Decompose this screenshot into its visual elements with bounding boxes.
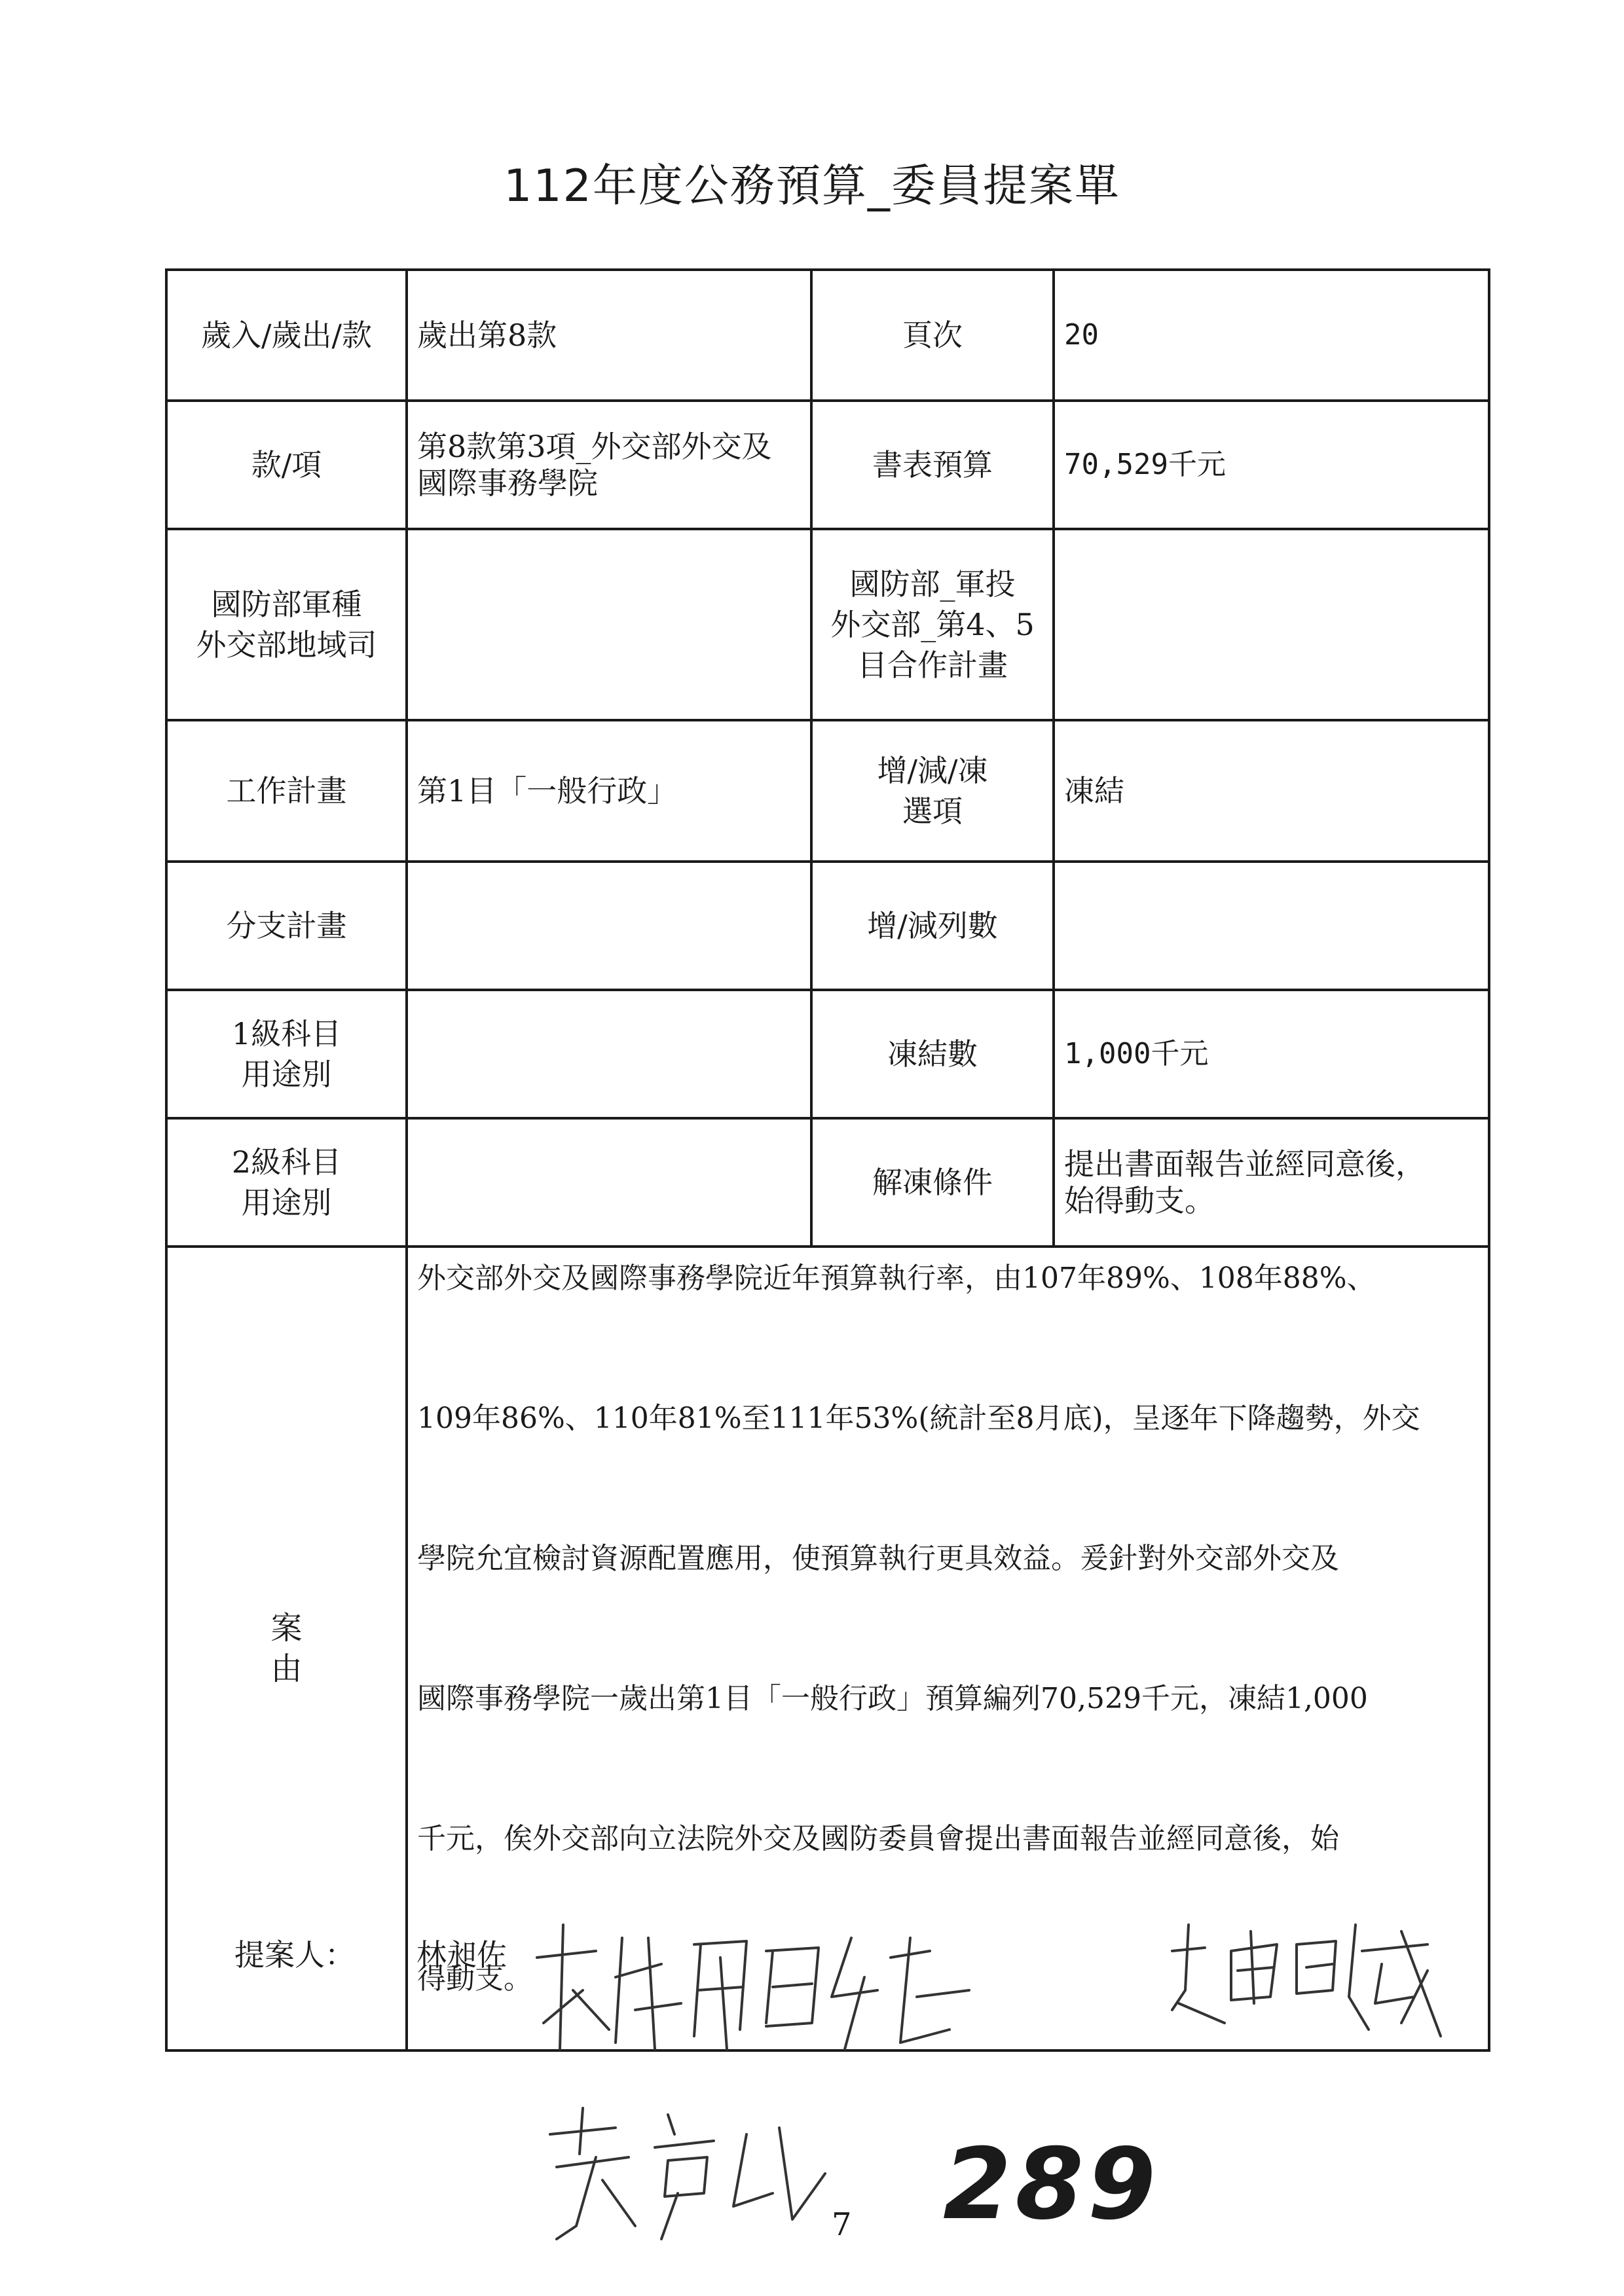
label-page: 頁次 <box>811 270 1054 401</box>
value-budget: 70,529千元 <box>1054 401 1489 529</box>
reason-line-4: 國際事務學院一歲出第1目「一般行政」預算編列70,529千元，凍結1,000 <box>417 1682 1368 1715</box>
value-unfreeze-condition-line-1: 提出書面報告並經同意後， <box>1064 1146 1426 1182</box>
proposer-name: 林昶佐 <box>416 1937 507 1973</box>
label-level2-subject-line-2: 用途別 <box>241 1185 332 1220</box>
label-cooperation-plan-line-1: 國防部_軍投 <box>849 566 1016 602</box>
page-number: 7 <box>832 2206 852 2243</box>
value-item-line-2: 國際事務學院 <box>417 465 598 501</box>
label-work-plan: 工作計畫 <box>166 720 407 862</box>
reason-line-5: 千元，俟外交部向立法院外交及國防委員會提出書面報告並經同意後，始 <box>417 1822 1339 1855</box>
label-department-line-1: 國防部軍種 <box>211 587 362 622</box>
label-adjust-amount: 增/減列數 <box>811 862 1054 990</box>
label-department <box>166 529 407 720</box>
value-unfreeze-condition-line-2: 始得動支。 <box>1064 1183 1215 1218</box>
value-page: 20 <box>1054 270 1489 401</box>
label-level2-subject-line-1: 2級科目 <box>231 1144 342 1180</box>
value-account: 歲出第8款 <box>407 270 811 401</box>
value-adjust-amount <box>1054 862 1489 990</box>
reason-line-1: 外交部外交及國際事務學院近年預算執行率，由107年89%、108年88%、 <box>417 1262 1376 1295</box>
signature-3 <box>537 2095 877 2252</box>
label-account: 歲入/歲出/款 <box>166 270 407 401</box>
label-adjust-option-line-1: 增/減/凍 <box>877 753 988 788</box>
label-adjust-option-line-2: 選項 <box>902 793 963 829</box>
value-adjust-option: 凍結 <box>1054 720 1489 862</box>
value-freeze-amount: 1,000千元 <box>1054 990 1489 1118</box>
label-freeze-amount: 凍結數 <box>811 990 1054 1118</box>
signature-2 <box>1166 1912 1460 2043</box>
label-unfreeze-condition: 解凍條件 <box>811 1118 1054 1247</box>
reason-line-6: 得動支。 <box>417 1962 532 1995</box>
label-level1-subject-line-1: 1級科目 <box>231 1016 342 1051</box>
label-cooperation-plan <box>811 529 1054 720</box>
proposer-label: 提案人： <box>234 1937 355 1973</box>
reason-line-2: 109年86%、110年81%至111年53%(統計至8月底)，呈逐年下降趨勢，外交 <box>417 1402 1420 1435</box>
label-cooperation-plan-line-2: 外交部_第4、5 <box>830 607 1035 642</box>
label-level1-subject <box>166 990 407 1118</box>
row-department <box>166 529 1489 720</box>
row-sub-plan <box>166 862 1489 990</box>
value-sub-plan <box>407 862 811 990</box>
label-budget: 書表預算 <box>811 401 1054 529</box>
value-department <box>407 529 811 720</box>
value-item-line-1: 第8款第3項_外交部外交及 <box>417 429 772 464</box>
label-adjust-option <box>811 720 1054 862</box>
label-reason: 案由 <box>166 1247 407 2050</box>
page-title: 112年度公務預算_委員提案單 <box>504 160 1120 212</box>
label-cooperation-plan-line-3: 目合作計畫 <box>857 647 1008 683</box>
label-item: 款/項 <box>166 401 407 529</box>
signature-1 <box>524 1899 995 2069</box>
value-cooperation-plan <box>1054 529 1489 720</box>
label-department-line-2: 外交部地域司 <box>196 627 377 663</box>
row-level1-subject <box>166 990 1489 1118</box>
proposal-form-table <box>165 268 1490 2052</box>
value-level1-subject <box>407 990 811 1118</box>
value-work-plan: 第1目「一般行政」 <box>407 720 811 862</box>
value-item <box>407 401 811 529</box>
label-level2-subject <box>166 1118 407 1247</box>
row-item <box>166 401 1489 529</box>
handwritten-number: 289 <box>943 2128 1160 2242</box>
label-sub-plan: 分支計畫 <box>166 862 407 990</box>
row-work-plan <box>166 720 1489 862</box>
row-account <box>166 270 1489 401</box>
reason-line-3: 學院允宜檢討資源配置應用，使預算執行更具效益。爰針對外交部外交及 <box>417 1542 1339 1575</box>
label-level1-subject-line-2: 用途別 <box>241 1057 332 1092</box>
